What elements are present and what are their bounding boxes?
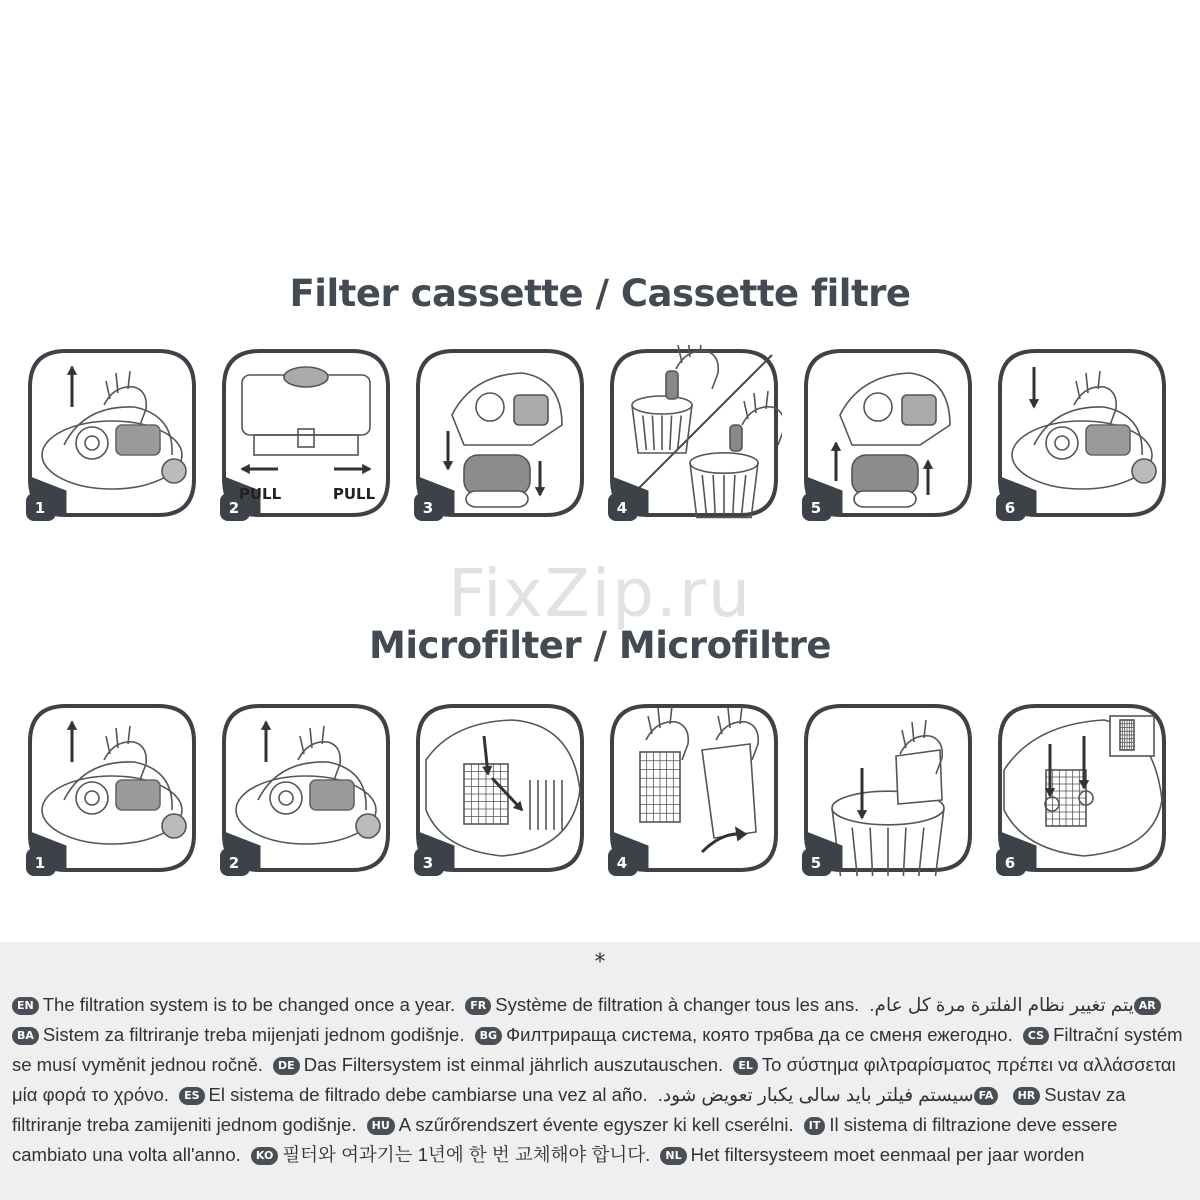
step-illustration-1 <box>24 345 200 521</box>
step-number: 2 <box>228 854 240 872</box>
note-text: يتم تغيير نظام الفلترة مرة كل عام. <box>869 994 1134 1015</box>
note-en <box>12 994 455 1015</box>
step-number: 6 <box>1004 499 1016 517</box>
note-text: سیستم فیلتر باید سالی یکبار تعویض شود. <box>657 1084 974 1105</box>
microfilter-grid <box>464 764 508 824</box>
note-de <box>273 1054 723 1075</box>
note-text: El sistema de filtrado debe cambiarse una vez al año. <box>208 1084 648 1105</box>
multilingual-notes <box>12 990 1190 1170</box>
language-code-badge: HU <box>367 1117 395 1135</box>
step-illustration-5 <box>800 700 976 876</box>
step-number: 5 <box>810 499 822 517</box>
step-panel-6 <box>994 700 1170 876</box>
note-ko <box>251 1144 650 1165</box>
step-number: 3 <box>422 499 434 517</box>
note-text: Het filtersysteem moet eenmaal per jaar worden <box>690 1144 1085 1165</box>
note-text: Il sistema di filtrazione deve essere cambiato una volta all'anno. <box>12 1114 1118 1165</box>
language-code-badge: IT <box>804 1117 826 1135</box>
microfilter-steps <box>0 700 1200 880</box>
note-text: Sustav za filtriranje treba zamijeniti jednom godišnje. <box>12 1084 1126 1135</box>
microfilter-grid <box>1120 720 1134 750</box>
step-panel-6 <box>994 345 1170 521</box>
language-code-badge: CS <box>1023 1027 1049 1045</box>
watermark: FixZip.ru <box>448 555 752 632</box>
step-panel-3 <box>412 345 588 521</box>
step-illustration-6 <box>994 345 1170 521</box>
step-illustration-1 <box>24 700 200 876</box>
step-panel-1 <box>24 345 200 521</box>
note-es <box>179 1084 648 1105</box>
note-text: The filtration system is to be changed once a year. <box>42 994 456 1015</box>
step-illustration-4 <box>606 345 782 521</box>
note-text: Филтриращa система, която трябва да се сменя ежегодно. <box>506 1024 1013 1045</box>
language-code-badge: DE <box>273 1057 300 1075</box>
note-text: A szűrőrendszert évente egyszer ki kell cserélni. <box>398 1114 794 1135</box>
step-number: 3 <box>422 854 434 872</box>
step-illustration-2 <box>218 700 394 876</box>
language-code-badge: EN <box>12 997 39 1015</box>
language-code-badge: KO <box>251 1147 278 1165</box>
pull-left-label: PULL <box>238 485 282 503</box>
note-nl <box>660 1144 1084 1165</box>
language-code-badge: HR <box>1013 1087 1041 1105</box>
note-fr <box>465 994 859 1015</box>
filter-pad <box>852 455 918 507</box>
language-code-badge: NL <box>660 1147 686 1165</box>
language-code-badge: FA <box>974 1087 999 1105</box>
note-text: 필터와 여과기는 1년에 한 번 교체해야 합니다. <box>282 1144 651 1165</box>
note-text: Système de filtration à changer tous les ans. <box>495 994 860 1015</box>
pull-right-label: PULL <box>332 485 376 503</box>
step-panel-2 <box>218 345 394 521</box>
microfilter-title: Microfilter / Microfiltre <box>369 624 831 667</box>
language-code-badge: ES <box>179 1087 204 1105</box>
note-ba <box>12 1024 465 1045</box>
note-text: Filtrační systém se musí vyměnit jednou ročně. <box>12 1024 1183 1075</box>
language-code-badge: EL <box>733 1057 758 1075</box>
note-ar <box>869 994 1164 1015</box>
step-number: 6 <box>1004 854 1016 872</box>
step-panel-2 <box>218 700 394 876</box>
step-panel-3 <box>412 700 588 876</box>
step-number: 1 <box>34 854 46 872</box>
step-illustration-3 <box>412 700 588 876</box>
notes-asterisk: * <box>594 950 606 975</box>
filter-cassette-title: Filter cassette / Cassette filtre <box>289 272 911 315</box>
language-code-badge: AR <box>1134 997 1161 1015</box>
step-number: 1 <box>34 499 46 517</box>
step-panel-5 <box>800 700 976 876</box>
note-hu <box>367 1114 794 1135</box>
step-illustration-6 <box>994 700 1170 876</box>
step-number: 4 <box>616 499 628 517</box>
microfilter-grid <box>1046 770 1086 826</box>
step-number: 4 <box>616 854 628 872</box>
note-bg <box>475 1024 1013 1045</box>
step-illustration-2 <box>218 345 394 521</box>
note-fa <box>658 1084 1003 1105</box>
note-text: Sistem za filtriranje treba mijenjati jednom godišnje. <box>42 1024 465 1045</box>
step-panel-1 <box>24 700 200 876</box>
filter-cassette-steps <box>0 345 1200 525</box>
step-illustration-5 <box>800 345 976 521</box>
language-code-badge: BA <box>12 1027 39 1045</box>
filter-pad <box>464 455 530 507</box>
language-code-badge: FR <box>465 997 491 1015</box>
note-text: Das Filtersystem ist einmal jährlich auszutauschen. <box>303 1054 724 1075</box>
step-panel-5 <box>800 345 976 521</box>
step-number: 5 <box>810 854 822 872</box>
microfilter-grid <box>640 752 680 822</box>
step-number: 2 <box>228 499 240 517</box>
language-code-badge: BG <box>475 1027 502 1045</box>
step-illustration-4 <box>606 700 782 876</box>
step-panel-4 <box>606 345 782 521</box>
note-text: Το σύστημα φιλτραρίσματος πρέπει να αλλάσσεται μία φορά το χρόνο. <box>12 1054 1176 1105</box>
step-illustration-3 <box>412 345 588 521</box>
step-panel-4 <box>606 700 782 876</box>
